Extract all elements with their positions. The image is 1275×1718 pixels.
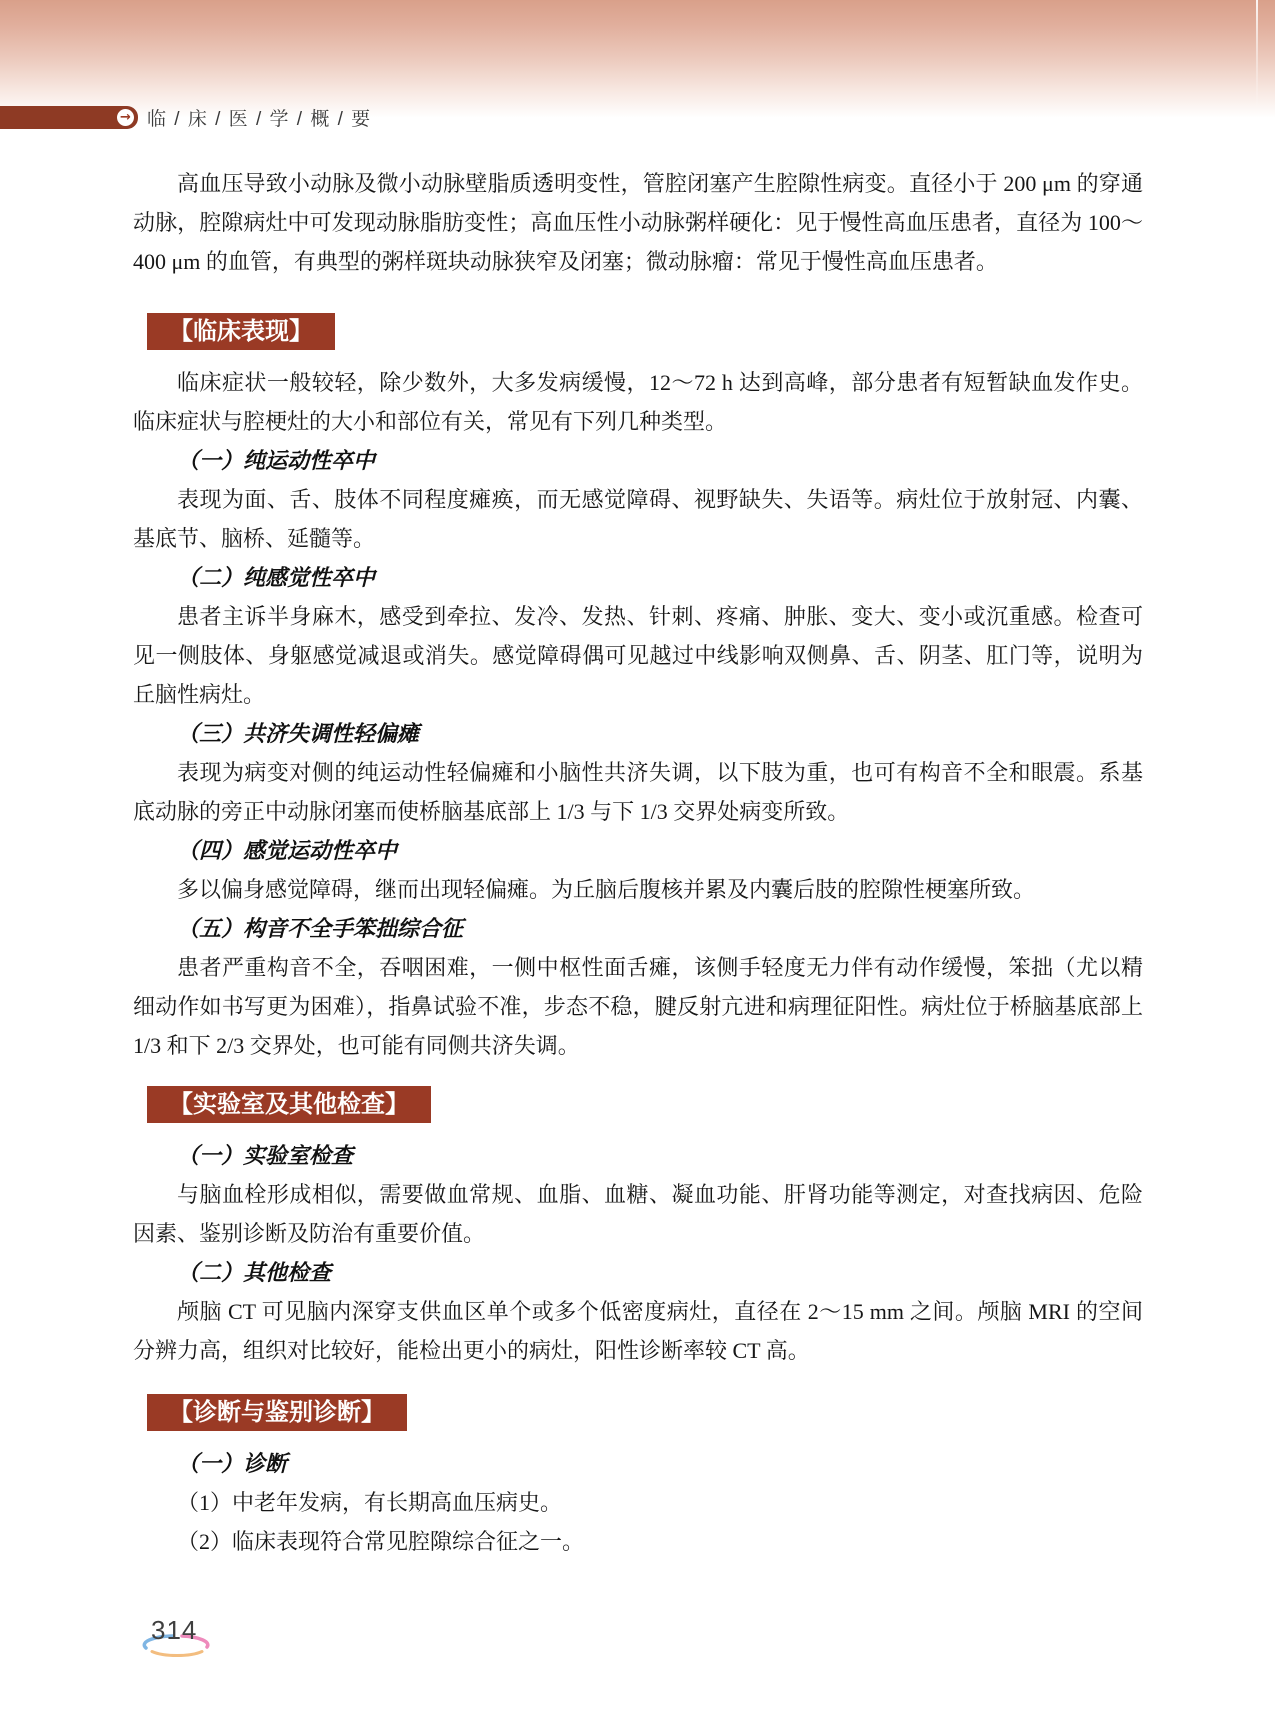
page-edge-highlight <box>1256 0 1258 112</box>
section-heading-clinical-manifestations: 【临床表现】 <box>147 313 335 350</box>
subsection-heading-1-3: （三）共济失调性轻偏瘫 <box>177 721 420 746</box>
page-number: 314 <box>151 1615 198 1645</box>
subsection-paragraph-1-1: 表现为面、舌、肢体不同程度瘫痪，而无感觉障碍、视野缺失、失语等。病灶位于放射冠、内囊、基底节、脑桥、延髓等。 <box>133 487 1143 551</box>
subsection-paragraph-2-1: 与脑血栓形成相似，需要做血常规、血脂、血糖、凝血功能、肝肾功能等测定，对查找病因、危险因素、鉴别诊断及防治有重要价值。 <box>133 1182 1143 1246</box>
subsection-heading-2-2: （二）其他检查 <box>177 1260 332 1285</box>
intro-paragraph: 高血压导致小动脉及微小动脉壁脂质透明变性，管腔闭塞产生腔隙性病变。直径小于 200 μm 的穿通动脉，腔隙病灶中可发现动脉脂肪变性；高血压性小动脉粥样硬化：见于慢性高血压患者，直径为 100～400 μm 的血管，有典型的粥样斑块动脉狭窄及闭塞；微动脉瘤：常见于慢性高血压患者。 <box>133 171 1143 274</box>
section1-intro-paragraph: 临床症状一般较轻，除少数外，大多发病缓慢，12～72 h 达到高峰，部分患者有短暂缺血发作史。临床症状与腔梗灶的大小和部位有关，常见有下列几种类型。 <box>133 370 1143 434</box>
section-heading-laboratory-and-other-tests: 【实验室及其他检查】 <box>147 1086 431 1123</box>
subsection-heading-2-1: （一）实验室检查 <box>177 1143 354 1168</box>
diagnosis-list-item-2: （2）临床表现符合常见腔隙综合征之一。 <box>177 1529 585 1554</box>
section-heading-diagnosis-and-differential: 【诊断与鉴别诊断】 <box>147 1394 407 1431</box>
subsection-paragraph-2-2: 颅脑 CT 可见脑内深穿支供血区单个或多个低密度病灶，直径在 2～15 mm 之间。颅脑 MRI 的空间分辨力高，组织对比较好，能检出更小的病灶，阳性诊断率较 CT 高。 <box>133 1299 1143 1363</box>
arrow-circle-icon: → <box>117 109 134 126</box>
page-top-gradient <box>0 0 1275 118</box>
running-head-title: 临 / 床 / 医 / 学 / 概 / 要 <box>147 108 372 130</box>
subsection-paragraph-1-4: 多以偏身感觉障碍，继而出现轻偏瘫。为丘脑后腹核并累及内囊后肢的腔隙性梗塞所致。 <box>177 877 1036 902</box>
subsection-heading-1-4: （四）感觉运动性卒中 <box>177 838 398 863</box>
subsection-heading-1-2: （二）纯感觉性卒中 <box>177 565 376 590</box>
diagnosis-list-item-1: （1）中老年发病，有长期高血压病史。 <box>177 1490 563 1515</box>
subsection-heading-1-1: （一）纯运动性卒中 <box>177 448 376 473</box>
page-body <box>133 164 1143 1561</box>
chapter-header-bar <box>0 106 138 129</box>
subsection-paragraph-1-5: 患者严重构音不全，吞咽困难，一侧中枢性面舌瘫，该侧手轻度无力伴有动作缓慢，笨拙（尤以精细动作如书写更为困难），指鼻试验不准，步态不稳，腱反射亢进和病理征阳性。病灶位于桥脑基底部上 1/3 和下 2/3 交界处，也可能有同侧共济失调。 <box>133 955 1143 1058</box>
subsection-heading-1-5: （五）构音不全手笨拙综合征 <box>177 916 464 941</box>
subsection-paragraph-1-2: 患者主诉半身麻木，感受到牵拉、发冷、发热、针刺、疼痛、肿胀、变大、变小或沉重感。检查可见一侧肢体、身躯感觉减退或消失。感觉障碍偶可见越过中线影响双侧鼻、舌、阴茎、肛门等，说明为丘脑性病灶。 <box>133 604 1143 707</box>
subsection-paragraph-1-3: 表现为病变对侧的纯运动性轻偏瘫和小脑性共济失调，以下肢为重，也可有构音不全和眼震。系基底动脉的旁正中动脉闭塞而使桥脑基底部上 1/3 与下 1/3 交界处病变所致。 <box>133 760 1143 824</box>
subsection-heading-3-1: （一）诊断 <box>177 1451 288 1476</box>
